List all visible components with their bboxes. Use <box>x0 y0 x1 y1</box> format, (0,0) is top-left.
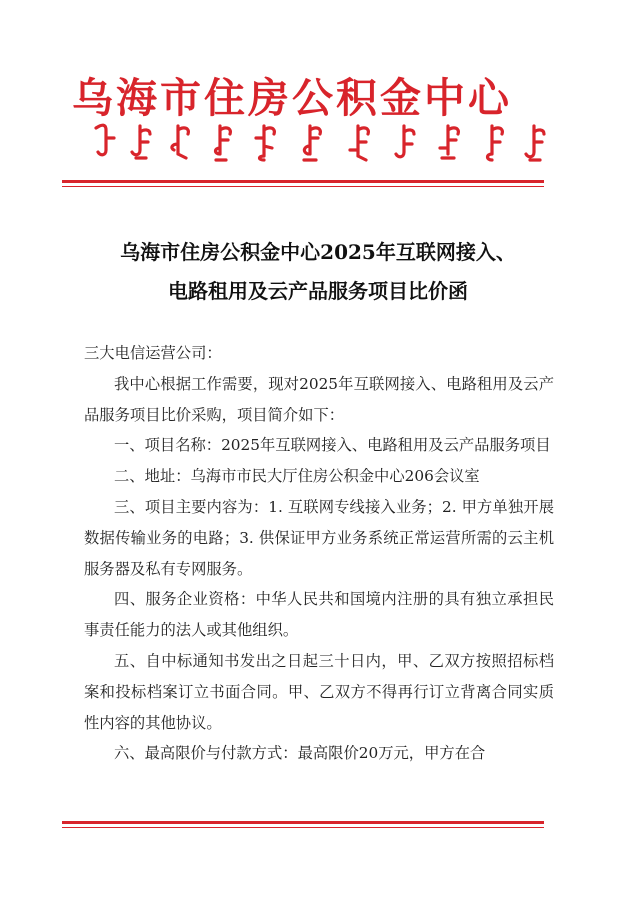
paragraph-main-content: 三、项目主要内容为：1. 互联网专线接入业务；2. 甲方单独开展数据传输业务的电路；3. 供保证甲方业务系统正常运营所需的云主机服务器及私有专网服务。 <box>84 497 554 578</box>
paragraph-contract: 五、自中标通知书发出之日起三十日内，甲、乙双方按照招标档案和投标档案订立书面合同。甲、乙双方不得再行订立背离合同实质性内容的其他协议。 <box>84 651 554 732</box>
letterhead-mongolian-script <box>92 120 552 164</box>
paragraph-price-payment: 六、最高限价与付款方式：最高限价20万元，甲方在合 <box>114 744 486 763</box>
paragraph-qualification: 四、服务企业资格：中华人民共和国境内注册的具有独立承担民事责任能力的法人或其他组织。 <box>84 590 554 640</box>
paragraph-address: 二、地址：乌海市市民大厅住房公积金中心206会议室 <box>114 467 480 486</box>
footer-divider-thin <box>62 827 544 828</box>
paragraph-project-name: 一、项目名称：2025年互联网接入、电路租用及云产品服务项目 <box>114 436 551 455</box>
letterhead-divider-thin <box>62 186 544 187</box>
letterhead-org-name: 乌海市住房公积金中心 <box>72 74 512 122</box>
paragraph-intro: 我中心根据工作需要，现对2025年互联网接入、电路租用及云产品服务项目比价采购，项目简介如下： <box>84 374 554 424</box>
salutation: 三大电信运营公司： <box>84 344 222 362</box>
letterhead-divider-thick <box>62 180 544 183</box>
document-body <box>84 338 554 769</box>
footer-divider-thick <box>62 821 544 824</box>
document-title-line-2: 电路租用及云产品服务项目比价函 <box>168 279 468 303</box>
document-title-line-1: 乌海市住房公积金中心2025年互联网接入、 <box>120 240 516 264</box>
